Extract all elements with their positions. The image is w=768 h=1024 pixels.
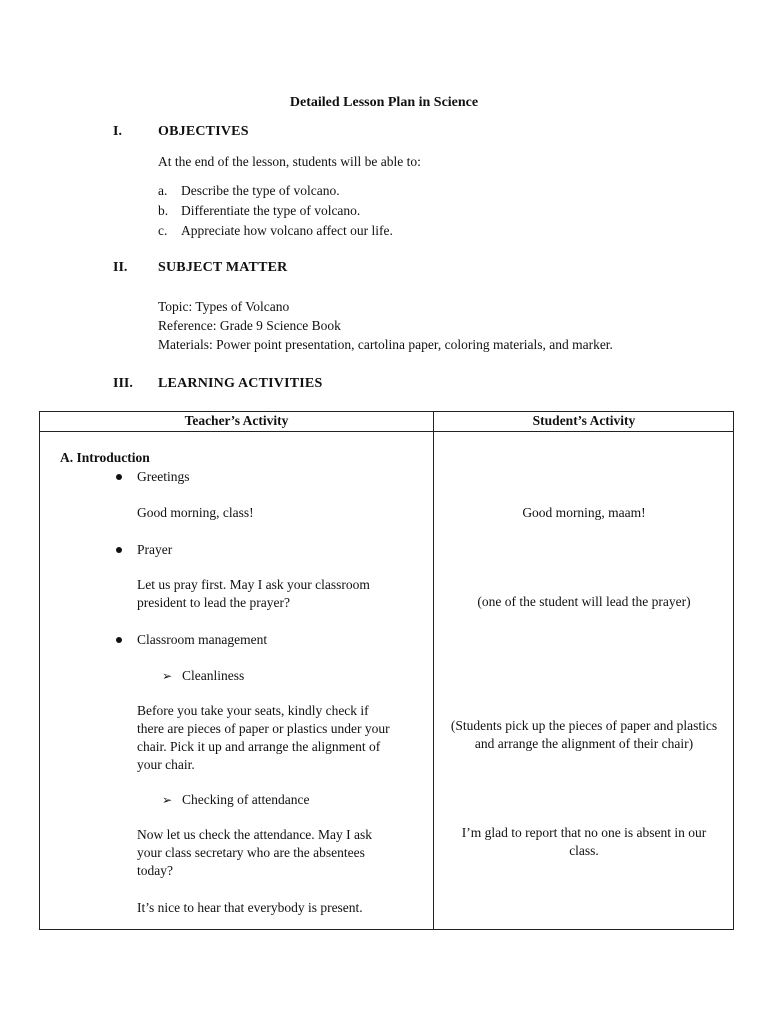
attendance-instruction: your class secretary who are the absentees	[137, 845, 365, 860]
section-title-subject-matter: SUBJECT MATTER	[158, 260, 288, 275]
arrow-bullet-icon: ➢	[162, 793, 173, 807]
cleanliness-instruction: there are pieces of paper or plastics under your	[137, 721, 390, 736]
activities-table	[39, 411, 734, 930]
table-header-divider	[40, 431, 733, 432]
objective-letter: c.	[158, 223, 168, 238]
student-activity-header: Student’s Activity	[532, 413, 636, 428]
objective-letter: b.	[158, 203, 169, 218]
greetings-label: Greetings	[137, 469, 190, 484]
cleanliness-label: Cleanliness	[182, 668, 245, 683]
prayer-label: Prayer	[137, 542, 173, 557]
attendance-instruction: Now let us check the attendance. May I ask	[137, 827, 373, 842]
page-title: Detailed Lesson Plan in Science	[289, 95, 479, 110]
objectives-intro: At the end of the lesson, students will be able to:	[158, 154, 421, 169]
materials-line: Materials: Power point presentation, cartolina paper, coloring materials, and marker.	[158, 337, 613, 352]
objective-item: Differentiate the type of volcano.	[181, 203, 361, 218]
section-number: III.	[113, 376, 133, 391]
student-greeting-reply: Good morning, maam!	[522, 505, 646, 520]
bullet-icon	[116, 474, 122, 480]
objective-item: Describe the type of volcano.	[181, 183, 340, 198]
cleanliness-instruction: your chair.	[137, 757, 195, 772]
reference-line: Reference: Grade 9 Science Book	[158, 318, 341, 333]
student-attendance-reply: I’m glad to report that no one is absent in our class.	[461, 825, 707, 858]
attendance-instruction: today?	[137, 863, 173, 878]
student-cleanliness-reply: (Students pick up the pieces of paper and plastics and arrange the alignment of their chair)	[450, 718, 718, 751]
cleanliness-instruction: Before you take your seats, kindly check if	[137, 703, 369, 718]
objective-item: Appreciate how volcano affect our life.	[181, 223, 393, 238]
section-number: II.	[113, 260, 128, 275]
topic-line: Topic: Types of Volcano	[158, 299, 290, 314]
cleanliness-instruction: chair. Pick it up and arrange the alignment of	[137, 739, 381, 754]
teacher-activity-header: Teacher’s Activity	[184, 413, 289, 428]
introduction-heading: A. Introduction	[60, 450, 150, 465]
objective-letter: a.	[158, 183, 168, 198]
student-prayer-reply: (one of the student will lead the prayer)	[477, 594, 691, 609]
section-title-learning-activities: LEARNING ACTIVITIES	[158, 376, 323, 391]
section-number: I.	[113, 124, 122, 139]
section-title-objectives: OBJECTIVES	[158, 124, 249, 139]
prayer-instruction: president to lead the prayer?	[137, 595, 290, 610]
classroom-management-label: Classroom management	[137, 632, 268, 647]
bullet-icon	[116, 547, 122, 553]
teacher-greeting: Good morning, class!	[137, 505, 254, 520]
present-remark: It’s nice to hear that everybody is present.	[137, 900, 363, 915]
prayer-instruction: Let us pray first. May I ask your classroom	[137, 577, 370, 592]
arrow-bullet-icon: ➢	[162, 669, 173, 683]
bullet-icon	[116, 637, 122, 643]
attendance-label: Checking of attendance	[182, 792, 310, 807]
